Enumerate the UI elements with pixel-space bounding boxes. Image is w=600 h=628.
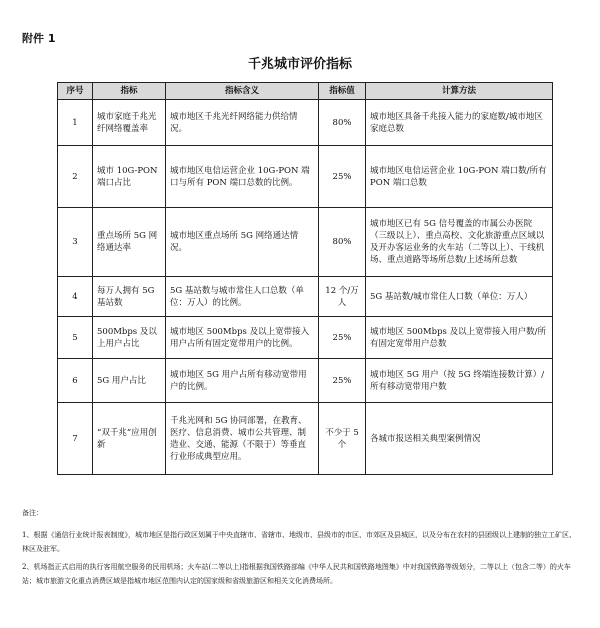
row-value: 25%	[319, 146, 366, 208]
row-indicator: “双千兆”应用创新	[93, 403, 166, 475]
attachment-label: 附件 1	[22, 32, 56, 45]
table-row	[58, 359, 553, 403]
row-no: 3	[58, 208, 93, 277]
row-method: 城市地区电信运营企业 10G-PON 端口数/所有 PON 端口总数	[366, 146, 553, 208]
row-value: 80%	[319, 208, 366, 277]
row-indicator: 城市家庭千兆光纤网络覆盖率	[93, 100, 166, 146]
table-row	[58, 277, 553, 317]
page-title: 千兆城市评价指标	[247, 57, 352, 72]
row-indicator: 500Mbps 及以上用户占比	[93, 317, 166, 359]
row-meaning: 5G 基站数与城市常住人口总数（单位：万人）的比例。	[166, 277, 319, 317]
row-value: 12 个/万人	[319, 277, 366, 317]
row-method: 5G 基站数/城市常住人口数（单位：万人）	[366, 277, 553, 317]
row-value: 80%	[319, 100, 366, 146]
row-no: 6	[58, 359, 93, 403]
header-indicator: 指标	[93, 83, 166, 100]
row-no: 7	[58, 403, 93, 475]
row-meaning: 城市地区 5G 用户占所有移动宽带用户的比例。	[166, 359, 319, 403]
header-no: 序号	[58, 83, 93, 100]
row-meaning: 城市地区 500Mbps 及以上宽带接入用户占所有固定宽带用户的比例。	[166, 317, 319, 359]
row-no: 1	[58, 100, 93, 146]
table-row	[58, 317, 553, 359]
row-no: 5	[58, 317, 93, 359]
row-meaning: 城市地区电信运营企业 10G-PON 端口与所有 PON 端口总数的比例。	[166, 146, 319, 208]
indicator-table	[57, 82, 553, 475]
row-method: 城市地区已有 5G 信号覆盖的市属公办医院（三级以上）、重点高校、文化旅游重点区域以及开办客运业务的火车站（二等以上）、干线机场、重点道路等场所总数/上述场所总数	[366, 208, 553, 277]
note-item: 2、机场指正式启用的执行客用航空服务的民用机场；火车站(二等以上)指根据我国铁路部编《中华人民共和国铁路地图集》中对我国铁路等级划分，二等以上（包含二等）的火车站；城市旅游文化重点消费区域是指城市地区范围内认定的国家级和省级旅游区和相关文化消费场所。	[22, 563, 571, 585]
notes-heading: 备注：	[22, 509, 43, 517]
header-value: 指标值	[319, 83, 366, 100]
table-row	[58, 208, 553, 277]
header-meaning: 指标含义	[166, 83, 319, 100]
row-meaning: 千兆光网和 5G 协同部署，在教育、医疗、信息消费、城市公共管理、制造业、交通、能源（不限于）等垂直行业形成典型应用。	[166, 403, 319, 475]
row-indicator: 每万人拥有 5G 基站数	[93, 277, 166, 317]
row-indicator: 5G 用户占比	[93, 359, 166, 403]
note-item: 1、根据《通信行业统计报表制度》，城市地区是指行政区划属于中央直辖市、省辖市、地级市、县级市的市区、市郊区及县城区，以及分布在农村的县团级以上建制的独立工矿区、林区及驻军。	[22, 531, 576, 553]
row-no: 4	[58, 277, 93, 317]
row-method: 各城市报送相关典型案例情况	[366, 403, 553, 475]
row-value: 不少于 5 个	[319, 403, 366, 475]
row-meaning: 城市地区千兆光纤网络能力供给情况。	[166, 100, 319, 146]
notes-section	[22, 506, 582, 588]
header-method: 计算方法	[366, 83, 553, 100]
row-indicator: 重点场所 5G 网络通达率	[93, 208, 166, 277]
table-row	[58, 146, 553, 208]
row-method: 城市地区 500Mbps 及以上宽带接入用户数/所有固定宽带用户总数	[366, 317, 553, 359]
table-row	[58, 100, 553, 146]
row-method: 城市地区 5G 用户（按 5G 终端连接数计算）/所有移动宽带用户数	[366, 359, 553, 403]
row-value: 25%	[319, 359, 366, 403]
table-header-row	[58, 83, 553, 100]
table-row	[58, 403, 553, 475]
row-no: 2	[58, 146, 93, 208]
row-indicator: 城市 10G-PON 端口占比	[93, 146, 166, 208]
row-value: 25%	[319, 317, 366, 359]
row-method: 城市地区具备千兆接入能力的家庭数/城市地区家庭总数	[366, 100, 553, 146]
row-meaning: 城市地区重点场所 5G 网络通达情况。	[166, 208, 319, 277]
